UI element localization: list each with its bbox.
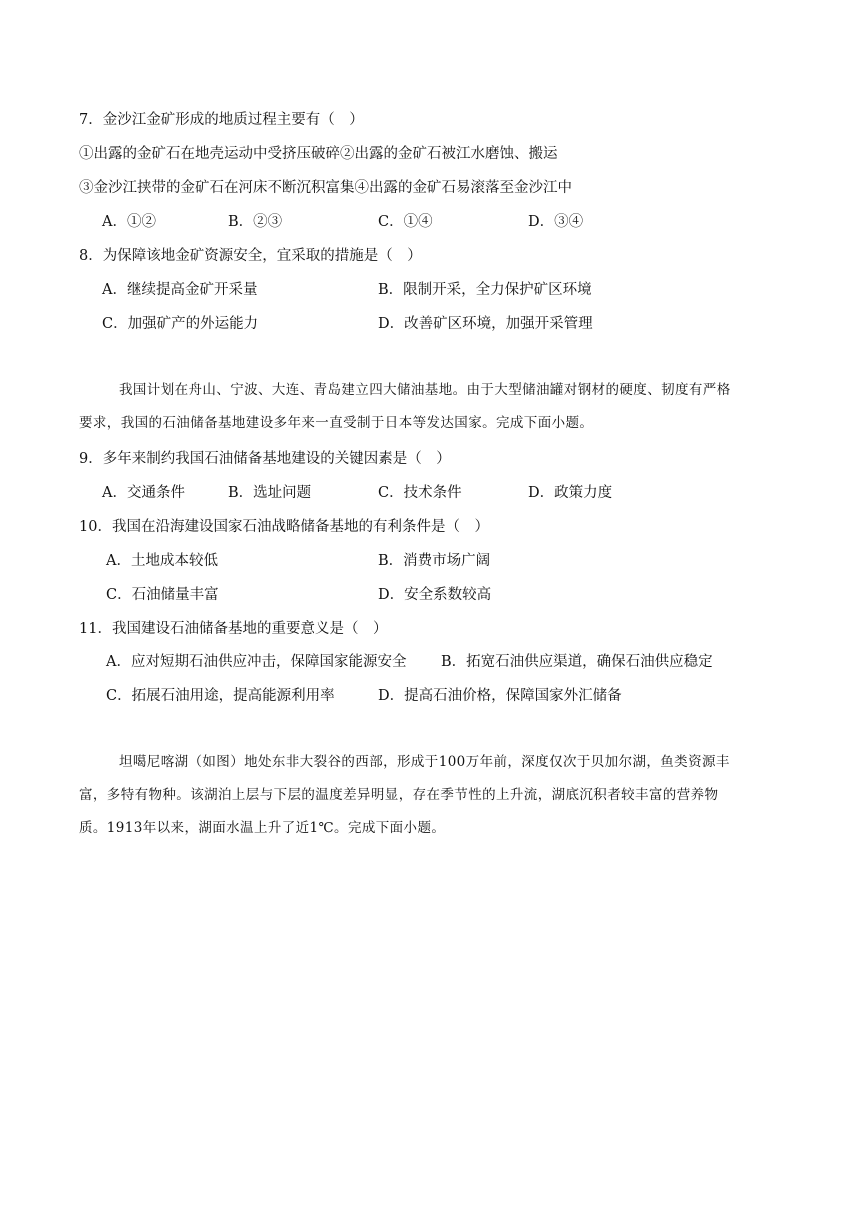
passage-tanganyika [79, 746, 781, 845]
question-8-option-b: B．限制开采，全力保护矿区环境 [378, 282, 592, 298]
question-9-option-c: C．技术条件 [378, 485, 462, 501]
question-9-option-b: B．选址问题 [228, 485, 312, 501]
question-11-option-b: B．拓宽石油供应渠道，确保石油供应稳定 [441, 654, 713, 670]
question-10-option-d: D．安全系数较高 [378, 587, 492, 603]
question-11-option-c: C．拓展石油用途，提高能源利用率 [106, 688, 335, 704]
question-10-option-c: C．石油储量丰富 [106, 587, 219, 603]
question-7-option-a: A．①② [102, 214, 156, 230]
question-7-statement-3-4: ③金沙江挟带的金矿石在河床不断沉积富集④出露的金矿石易滚落至金沙江中 [79, 180, 572, 196]
question-7-stem: 7．金沙江金矿形成的地质过程主要有（ ） [79, 112, 364, 128]
question-11-option-a: A．应对短期石油供应冲击，保障国家能源安全 [106, 654, 407, 670]
passage-tanganyika-line-2: 富，多特有物种。该湖泊上层与下层的温度差异明显，存在季节性的上升流，湖底沉积者较丰富的营养物 [79, 787, 719, 803]
question-10-option-a: A．土地成本较低 [106, 553, 218, 569]
passage-tanganyika-line-3: 质。1913年以来，湖面水温上升了近1℃。完成下面小题。 [79, 820, 446, 836]
question-8-stem: 8．为保障该地金矿资源安全，宜采取的措施是（ ） [79, 248, 422, 264]
question-11-option-d: D．提高石油价格，保障国家外汇储备 [378, 688, 622, 704]
question-7-option-b: B．②③ [228, 214, 283, 230]
question-10-stem: 10．我国在沿海建设国家石油战略储备基地的有利条件是（ ） [79, 519, 489, 535]
passage-oil-reserve-line-2: 要求，我国的石油储备基地建设多年来一直受制于日本等发达国家。完成下面小题。 [79, 415, 594, 431]
question-9-option-d: D．政策力度 [528, 485, 613, 501]
question-8-option-a: A．继续提高金矿开采量 [102, 282, 258, 298]
question-7-statement-1-2: ①出露的金矿石在地壳运动中受挤压破碎②出露的金矿石被江水磨蚀、搬运 [79, 146, 558, 162]
passage-oil-reserve-line-1: 我国计划在舟山、宁波、大连、青岛建立四大储油基地。由于大型储油罐对钢材的硬度、韧度有严格 [119, 382, 731, 398]
question-9-stem: 9．多年来制约我国石油储备基地建设的关键因素是（ ） [79, 451, 451, 467]
question-11-stem: 11．我国建设石油储备基地的重要意义是（ ） [79, 621, 388, 637]
question-10-option-b: B．消费市场广阔 [378, 553, 491, 569]
question-7-option-d: D．③④ [528, 214, 584, 230]
question-9-option-a: A．交通条件 [102, 485, 185, 501]
question-7-option-c: C．①④ [378, 214, 433, 230]
question-8-option-d: D．改善矿区环境，加强开采管理 [378, 316, 593, 332]
passage-tanganyika-line-1: 坦噶尼喀湖（如图）地处东非大裂谷的西部，形成于100万年前，深度仅次于贝加尔湖，鱼类资源丰 [119, 754, 730, 770]
passage-oil-reserve [79, 374, 781, 440]
question-8-option-c: C．加强矿产的外运能力 [102, 316, 259, 332]
